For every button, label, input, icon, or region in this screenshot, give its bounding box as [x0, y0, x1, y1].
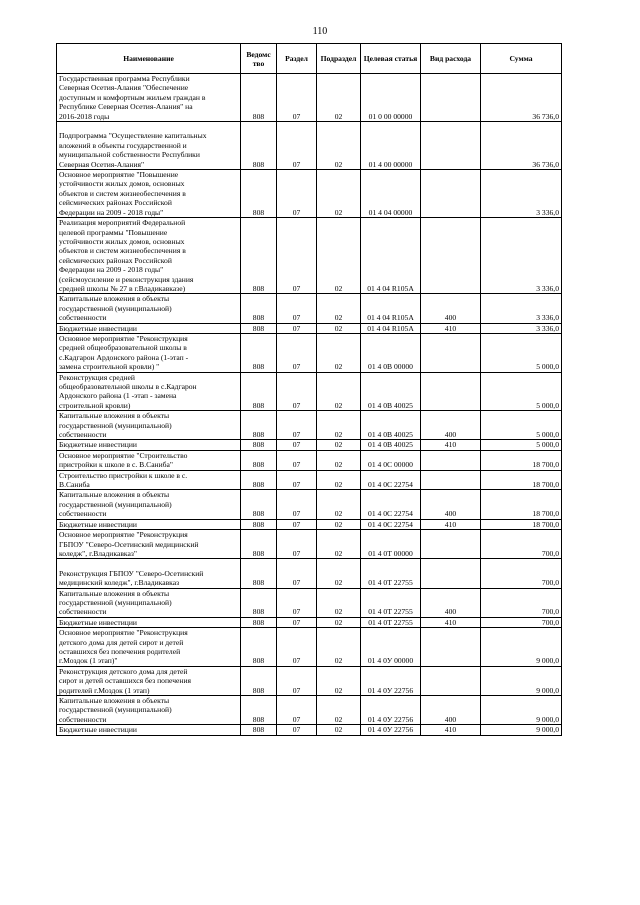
cell-sum: 18 700,0 — [481, 470, 562, 490]
cell-ved: 808 — [241, 628, 277, 667]
table-row — [57, 588, 562, 617]
table-row — [57, 294, 562, 323]
cell-target: 01 4 0У 22756 — [361, 696, 421, 725]
table-row — [57, 218, 562, 294]
cell-name: Бюджетные инвестиции — [57, 725, 241, 735]
table-header-row — [57, 44, 562, 74]
table-row — [57, 372, 562, 411]
cell-vid: 400 — [421, 490, 481, 519]
cell-target: 01 4 0С 22754 — [361, 490, 421, 519]
cell-name: Основное мероприятие "Строительство пристройки к школе в с. В.Саниба" — [57, 450, 241, 470]
cell-vid — [421, 74, 481, 122]
cell-vid — [421, 450, 481, 470]
cell-vid: 410 — [421, 725, 481, 735]
table-row — [57, 490, 562, 519]
cell-razdel: 07 — [277, 559, 317, 588]
cell-razdel: 07 — [277, 323, 317, 333]
cell-vid — [421, 218, 481, 294]
cell-vid — [421, 530, 481, 559]
cell-ved: 808 — [241, 333, 277, 372]
cell-target: 01 0 00 00000 — [361, 74, 421, 122]
cell-podrazdel: 02 — [317, 440, 361, 450]
table-row — [57, 440, 562, 450]
cell-razdel: 07 — [277, 617, 317, 627]
cell-target: 01 4 0У 22756 — [361, 725, 421, 735]
cell-ved: 808 — [241, 323, 277, 333]
cell-podrazdel: 02 — [317, 559, 361, 588]
cell-target: 01 4 04 R105A — [361, 323, 421, 333]
cell-ved: 808 — [241, 519, 277, 529]
cell-podrazdel: 02 — [317, 333, 361, 372]
cell-ved: 808 — [241, 530, 277, 559]
cell-razdel: 07 — [277, 74, 317, 122]
cell-sum: 5 000,0 — [481, 333, 562, 372]
cell-vid — [421, 470, 481, 490]
table-row — [57, 450, 562, 470]
cell-target: 01 4 0Т 22755 — [361, 559, 421, 588]
cell-razdel: 07 — [277, 218, 317, 294]
cell-podrazdel: 02 — [317, 470, 361, 490]
cell-name: Реконструкция детского дома для детей сирот и детей оставшихся без попечения родителей г.Моздок (1 этап) — [57, 666, 241, 695]
cell-name: Бюджетные инвестиции — [57, 617, 241, 627]
cell-vid: 400 — [421, 696, 481, 725]
cell-podrazdel: 02 — [317, 725, 361, 735]
cell-ved: 808 — [241, 470, 277, 490]
cell-podrazdel: 02 — [317, 411, 361, 440]
cell-target: 01 4 0У 00000 — [361, 628, 421, 667]
cell-vid — [421, 333, 481, 372]
cell-razdel: 07 — [277, 490, 317, 519]
cell-podrazdel: 02 — [317, 628, 361, 667]
cell-ved: 808 — [241, 490, 277, 519]
cell-vid — [421, 170, 481, 218]
cell-sum: 3 336,0 — [481, 170, 562, 218]
cell-target: 01 4 0С 22754 — [361, 470, 421, 490]
cell-name: Бюджетные инвестиции — [57, 519, 241, 529]
cell-razdel: 07 — [277, 294, 317, 323]
cell-razdel: 07 — [277, 333, 317, 372]
cell-target: 01 4 04 00000 — [361, 170, 421, 218]
header-podrazdel: Подраздел — [317, 44, 361, 74]
cell-target: 01 4 0С 22754 — [361, 519, 421, 529]
cell-vid: 400 — [421, 411, 481, 440]
cell-vid — [421, 372, 481, 411]
cell-vid: 410 — [421, 519, 481, 529]
cell-ved: 808 — [241, 559, 277, 588]
cell-razdel: 07 — [277, 696, 317, 725]
cell-ved: 808 — [241, 74, 277, 122]
cell-name: Реализация мероприятий Федеральной целевой программы "Повышение устойчивости жилых домов, основных объектов и систем жизнеобеспечения в сейсмических районах Российской Федерации на 2009 - 2018 годы" (сейсмоусиление и реконструкция здания средней школы № 27 в г.Владикавказе) — [57, 218, 241, 294]
cell-podrazdel: 02 — [317, 617, 361, 627]
table-row — [57, 519, 562, 529]
cell-name: Основное мероприятие "Повышение устойчивости жилых домов, основных объектов и систем жизнеобеспечения в сейсмических районах Российской Федерации на 2009 - 2018 годы" — [57, 170, 241, 218]
cell-ved: 808 — [241, 440, 277, 450]
cell-razdel: 07 — [277, 530, 317, 559]
cell-name: Реконструкция средней общеобразовательной школы в с.Кадгарон Ардонского района (1 -этап - замена строительной кровли) — [57, 372, 241, 411]
cell-name: Бюджетные инвестиции — [57, 323, 241, 333]
cell-name: Капитальные вложения в объекты государственной (муниципальной) собственности — [57, 490, 241, 519]
cell-podrazdel: 02 — [317, 530, 361, 559]
table-row — [57, 411, 562, 440]
cell-sum: 36 736,0 — [481, 74, 562, 122]
cell-ved: 808 — [241, 170, 277, 218]
cell-ved: 808 — [241, 372, 277, 411]
cell-podrazdel: 02 — [317, 170, 361, 218]
table-row — [57, 617, 562, 627]
cell-name: Основное мероприятие "Реконструкция детского дома для детей сирот и детей оставшихся без попечения родителей г.Моздок (1 этап)" — [57, 628, 241, 667]
cell-razdel: 07 — [277, 725, 317, 735]
cell-podrazdel: 02 — [317, 294, 361, 323]
cell-target: 01 4 0Т 22755 — [361, 617, 421, 627]
header-name: Наименование — [57, 44, 241, 74]
cell-ved: 808 — [241, 725, 277, 735]
cell-razdel: 07 — [277, 411, 317, 440]
cell-ved: 808 — [241, 411, 277, 440]
table-row — [57, 170, 562, 218]
table-row — [57, 470, 562, 490]
cell-sum: 18 700,0 — [481, 490, 562, 519]
cell-target: 01 4 0В 40025 — [361, 372, 421, 411]
cell-vid — [421, 666, 481, 695]
cell-razdel: 07 — [277, 588, 317, 617]
cell-sum: 9 000,0 — [481, 696, 562, 725]
cell-name: Подпрограмма "Осуществление капитальных вложений в объекты государственной и муниципальной собственности Республики Северная Осетия-Алания" — [57, 122, 241, 170]
cell-ved: 808 — [241, 696, 277, 725]
cell-ved: 808 — [241, 294, 277, 323]
cell-name: Государственная программа Республики Северная Осетия-Алания "Обеспечение доступным и комфортным жильем граждан в Республике Северная Осетия-Алания" на 2016-2018 годы — [57, 74, 241, 122]
table-row — [57, 333, 562, 372]
cell-sum: 700,0 — [481, 588, 562, 617]
cell-ved: 808 — [241, 588, 277, 617]
cell-sum: 18 700,0 — [481, 450, 562, 470]
cell-target: 01 4 0Т 22755 — [361, 588, 421, 617]
table-row — [57, 696, 562, 725]
table-row — [57, 725, 562, 735]
cell-target: 01 4 04 R105A — [361, 218, 421, 294]
table-row — [57, 666, 562, 695]
cell-target: 01 4 0С 00000 — [361, 450, 421, 470]
cell-vid: 410 — [421, 440, 481, 450]
cell-target: 01 4 0В 00000 — [361, 333, 421, 372]
header-target: Целевая статья — [361, 44, 421, 74]
cell-vid — [421, 122, 481, 170]
header-razdel: Раздел — [277, 44, 317, 74]
cell-podrazdel: 02 — [317, 490, 361, 519]
cell-podrazdel: 02 — [317, 372, 361, 411]
cell-podrazdel: 02 — [317, 218, 361, 294]
cell-name: Капитальные вложения в объекты государственной (муниципальной) собственности — [57, 696, 241, 725]
table-row — [57, 323, 562, 333]
cell-ved: 808 — [241, 218, 277, 294]
table-row — [57, 122, 562, 170]
cell-name: Реконструкция ГБПОУ "Северо-Осетинский медицинский коледж", г.Владикавказ — [57, 559, 241, 588]
header-sum: Сумма — [481, 44, 562, 74]
budget-table — [56, 43, 562, 736]
cell-podrazdel: 02 — [317, 519, 361, 529]
table-row — [57, 559, 562, 588]
cell-podrazdel: 02 — [317, 74, 361, 122]
cell-razdel: 07 — [277, 170, 317, 218]
cell-name: Основное мероприятие "Реконструкция средней общеобразовательной школы в с.Кадгарон Ардонского района (1-этап - замена строительной кровли) " — [57, 333, 241, 372]
table-row — [57, 530, 562, 559]
cell-sum: 5 000,0 — [481, 440, 562, 450]
cell-name: Бюджетные инвестиции — [57, 440, 241, 450]
cell-target: 01 4 00 00000 — [361, 122, 421, 170]
header-ved: Ведомс тво — [241, 44, 277, 74]
cell-sum: 36 736,0 — [481, 122, 562, 170]
cell-sum: 3 336,0 — [481, 294, 562, 323]
cell-sum: 700,0 — [481, 617, 562, 627]
cell-vid: 410 — [421, 617, 481, 627]
cell-sum: 700,0 — [481, 559, 562, 588]
cell-target: 01 4 04 R105A — [361, 294, 421, 323]
cell-target: 01 4 0В 40025 — [361, 411, 421, 440]
table-row — [57, 74, 562, 122]
cell-podrazdel: 02 — [317, 122, 361, 170]
cell-ved: 808 — [241, 450, 277, 470]
cell-razdel: 07 — [277, 450, 317, 470]
cell-razdel: 07 — [277, 666, 317, 695]
table-row — [57, 628, 562, 667]
cell-vid: 400 — [421, 588, 481, 617]
cell-target: 01 4 0В 40025 — [361, 440, 421, 450]
cell-name: Капитальные вложения в объекты государственной (муниципальной) собственности — [57, 411, 241, 440]
cell-razdel: 07 — [277, 122, 317, 170]
cell-podrazdel: 02 — [317, 450, 361, 470]
cell-podrazdel: 02 — [317, 323, 361, 333]
cell-podrazdel: 02 — [317, 696, 361, 725]
cell-razdel: 07 — [277, 519, 317, 529]
cell-podrazdel: 02 — [317, 666, 361, 695]
cell-sum: 9 000,0 — [481, 725, 562, 735]
cell-target: 01 4 0Т 00000 — [361, 530, 421, 559]
cell-sum: 9 000,0 — [481, 628, 562, 667]
cell-sum: 5 000,0 — [481, 372, 562, 411]
cell-ved: 808 — [241, 617, 277, 627]
cell-razdel: 07 — [277, 628, 317, 667]
cell-razdel: 07 — [277, 372, 317, 411]
page-number: 110 — [312, 26, 328, 37]
cell-sum: 9 000,0 — [481, 666, 562, 695]
cell-vid — [421, 628, 481, 667]
cell-sum: 18 700,0 — [481, 519, 562, 529]
cell-sum: 3 336,0 — [481, 323, 562, 333]
cell-sum: 700,0 — [481, 530, 562, 559]
cell-sum: 5 000,0 — [481, 411, 562, 440]
cell-name: Строительство пристройки к школе в с. В.Саниба — [57, 470, 241, 490]
cell-razdel: 07 — [277, 470, 317, 490]
cell-sum: 3 336,0 — [481, 218, 562, 294]
cell-vid: 410 — [421, 323, 481, 333]
cell-ved: 808 — [241, 122, 277, 170]
cell-vid: 400 — [421, 294, 481, 323]
cell-name: Капитальные вложения в объекты государственной (муниципальной) собственности — [57, 588, 241, 617]
cell-target: 01 4 0У 22756 — [361, 666, 421, 695]
cell-name: Капитальные вложения в объекты государственной (муниципальной) собственности — [57, 294, 241, 323]
header-vid: Вид расхода — [421, 44, 481, 74]
cell-ved: 808 — [241, 666, 277, 695]
cell-name: Основное мероприятие "Реконструкция ГБПОУ "Северо-Осетинский медицинский коледж", г.Владикавказ" — [57, 530, 241, 559]
cell-razdel: 07 — [277, 440, 317, 450]
cell-podrazdel: 02 — [317, 588, 361, 617]
cell-vid — [421, 559, 481, 588]
